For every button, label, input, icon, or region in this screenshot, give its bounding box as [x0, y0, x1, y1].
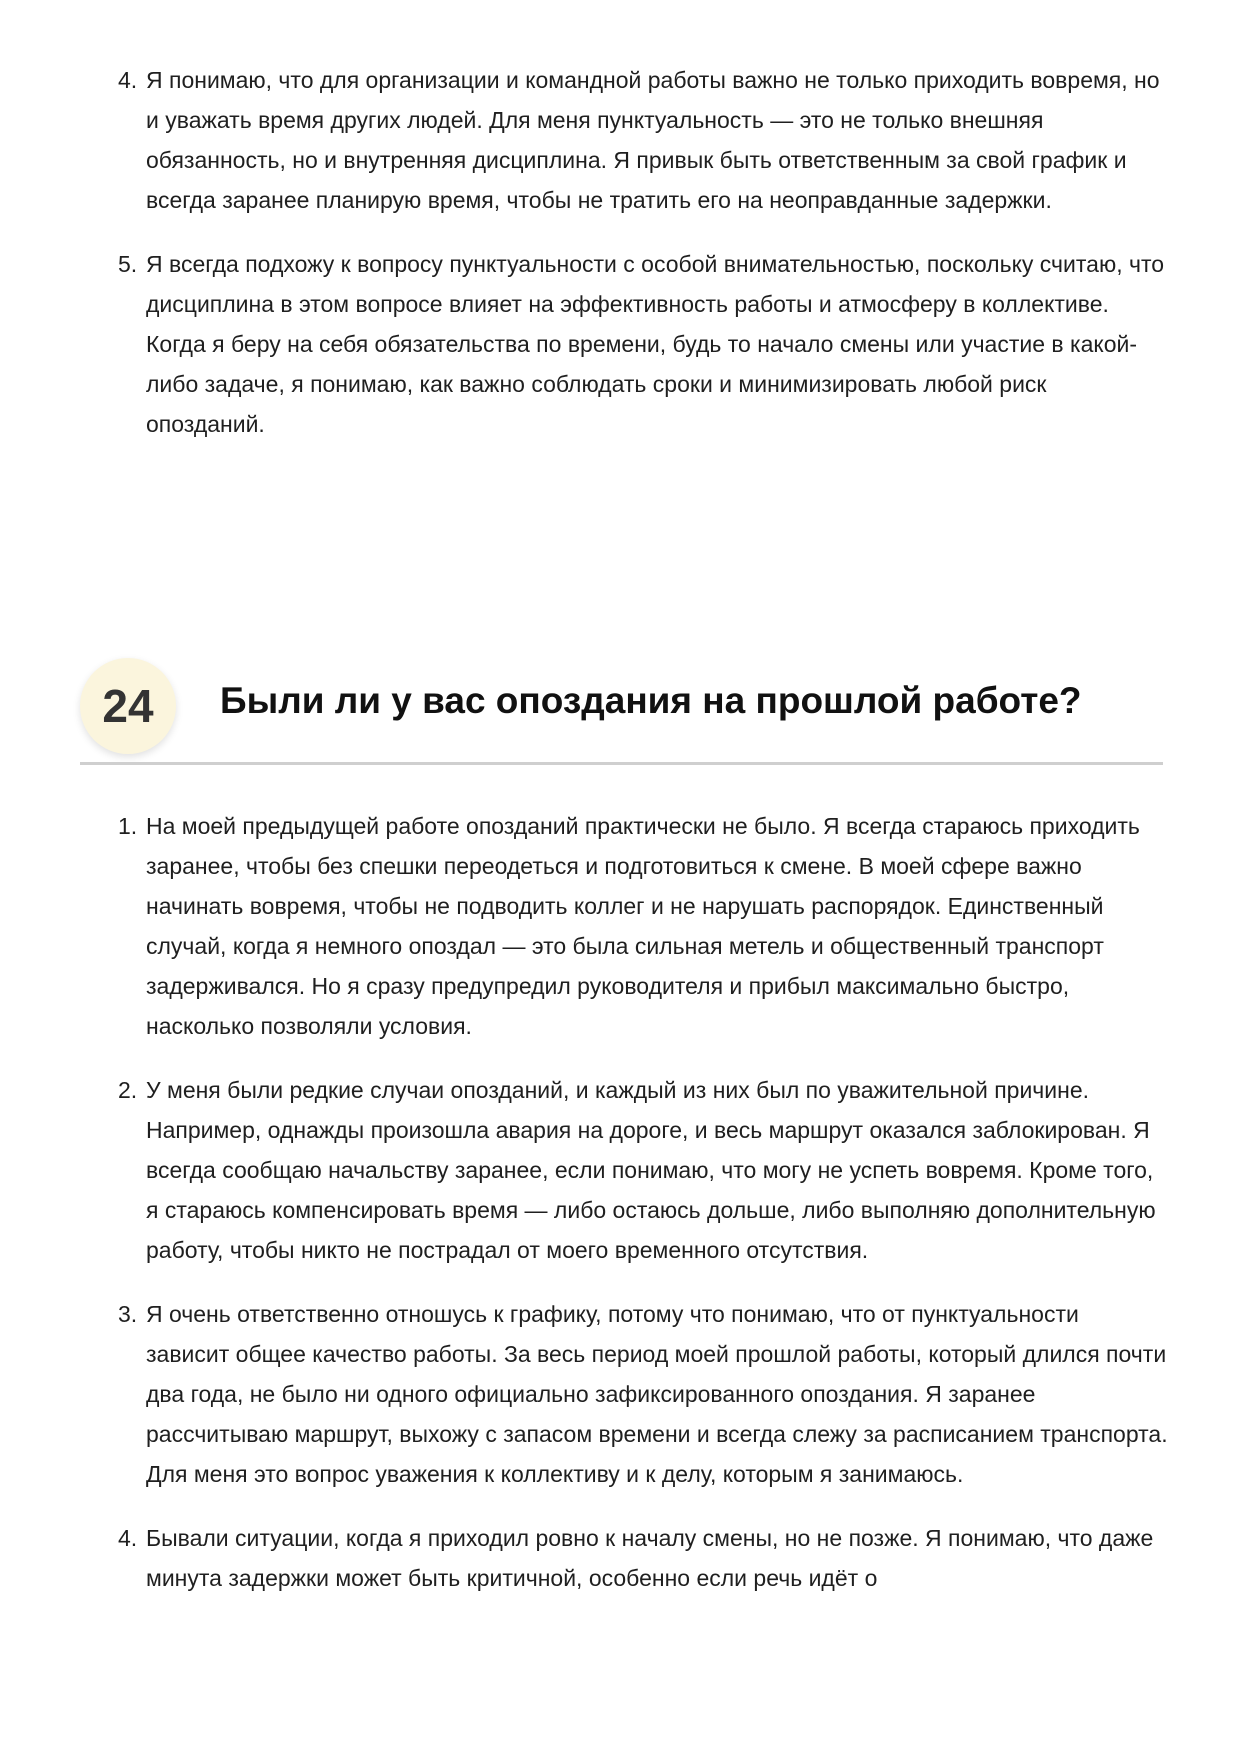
item-number: 1. — [118, 813, 138, 839]
item-text: Я очень ответственно отношусь к графику, потому что понимаю, что от пунктуальности зависит общее качество работы. За весь период моей прошлой работы, который длился почти два года, не было ни одного официально зафиксированного опоздания. Я заранее рассчитываю маршрут, выхожу с запасом времени и всегда слежу за расписанием транспорта. Для меня это вопрос уважения к коллективу и к делу, которым я занимаюсь. — [146, 1301, 1168, 1487]
list-item — [118, 244, 1168, 444]
list-item — [118, 1070, 1168, 1270]
item-text: На моей предыдущей работе опозданий практически не было. Я всегда стараюсь приходить заранее, чтобы без спешки переодеться и подготовиться к смене. В моей сфере важно начинать вовремя, чтобы не подводить коллег и не нарушать распорядок. Единственный случай, когда я немного опоздал — это была сильная метель и общественный транспорт задерживался. Но я сразу предупредил руководителя и прибыл максимально быстро, насколько позволяли условия. — [146, 813, 1140, 1039]
item-number: 4. — [118, 1525, 138, 1551]
item-text: Я понимаю, что для организации и командной работы важно не только приходить вовремя, но и уважать время других людей. Для меня пунктуальность — это не только внешняя обязанность, но и внутренняя дисциплина. Я привык быть ответственным за свой график и всегда заранее планирую время, чтобы не тратить его на неоправданные задержки. — [146, 67, 1160, 213]
list-item — [118, 1518, 1168, 1598]
item-number: 5. — [118, 251, 138, 277]
answers-list — [118, 806, 1168, 1622]
question-number-badge: 24 — [80, 658, 176, 754]
question-title: Были ли у вас опоздания на прошлой работе? — [220, 680, 1082, 721]
item-number: 2. — [118, 1077, 138, 1103]
item-number: 3. — [118, 1301, 138, 1327]
question-heading — [80, 658, 1163, 762]
item-text: Бывали ситуации, когда я приходил ровно к началу смены, но не позже. Я понимаю, что даже минута задержки может быть критичной, особенно если речь идёт о — [146, 1525, 1154, 1591]
list-item — [118, 1294, 1168, 1494]
item-number: 4. — [118, 67, 138, 93]
list-item — [118, 806, 1168, 1046]
previous-answers-list — [118, 60, 1168, 468]
heading-divider — [80, 762, 1163, 765]
item-text: У меня были редкие случаи опозданий, и каждый из них был по уважительной причине. Например, однажды произошла авария на дороге, и весь маршрут оказался заблокирован. Я всегда сообщаю начальству заранее, если понимаю, что могу не успеть вовремя. Кроме того, я стараюсь компенсировать время — либо остаюсь дольше, либо выполняю дополнительную работу, чтобы никто не пострадал от моего временного отсутствия. — [146, 1077, 1156, 1263]
item-text: Я всегда подхожу к вопросу пунктуальности с особой внимательностью, поскольку считаю, что дисциплина в этом вопросе влияет на эффективность работы и атмосферу в коллективе. Когда я беру на себя обязательства по времени, будь то начало смены или участие в какой-либо задаче, я понимаю, как важно соблюдать сроки и минимизировать любой риск опозданий. — [146, 251, 1165, 437]
list-item — [118, 60, 1168, 220]
